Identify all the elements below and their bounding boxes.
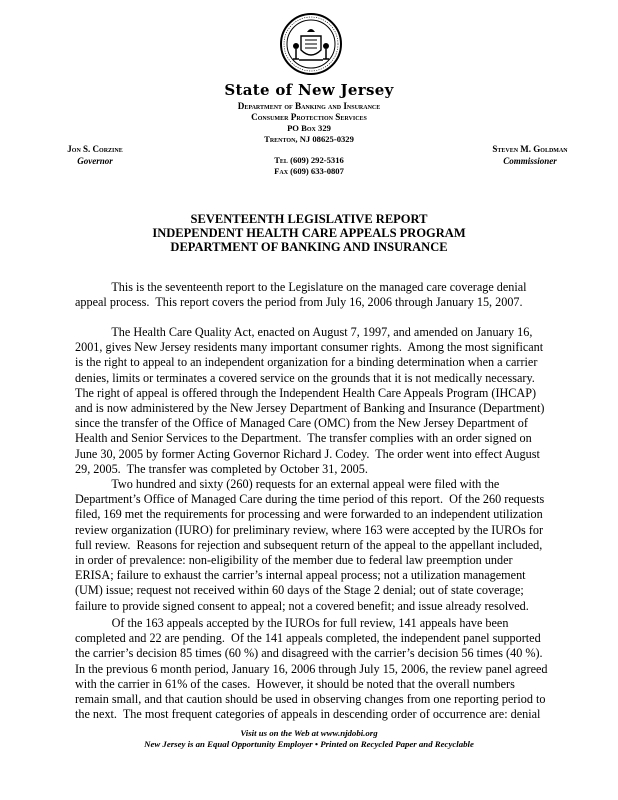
text-line: in order of prevalence: non-eligibility of the member due to federal law preemption under	[75, 553, 513, 568]
commissioner-name: Steven M. Goldman	[492, 144, 568, 154]
text-line: the carrier’s decision 85 times (60 %) and disagreed with the carrier’s decision 56 times (40 %).	[75, 646, 543, 661]
commissioner-block	[480, 143, 580, 167]
text-line: 29, 2005. The transfer was completed by October 31, 2005.	[75, 461, 368, 476]
text-line: This is the seventeenth report to the Legislature on the managed care coverage denial	[75, 280, 527, 294]
text-line: 2001, gives New Jersey residents many important consumer rights. Among the most significant	[75, 340, 544, 355]
text-line: (UM) issue; request not received within 60 days of the Stage 2 denial; out of state coverage;	[75, 583, 524, 598]
division-name: Consumer Protection Services	[251, 112, 367, 122]
text-line: since the transfer of the Office of Managed Care (OMC) from the New Jersey Department of	[75, 416, 528, 431]
paragraph-appeal-outcomes	[75, 616, 547, 722]
text-line: denies, limits or terminates a covered service on the grounds that it is not medically necessary.	[75, 370, 535, 385]
text-line: filed, 169 met the requirements for processing and were forwarded to an independent utilization	[75, 507, 543, 522]
text-line: full review. Reasons for rejection and subsequent return of the appeal to the appellant included,	[75, 537, 543, 552]
text-line: Health and Senior Services to the Department. The transfer complies with an order signed on	[75, 431, 532, 446]
state-seal-icon	[279, 12, 343, 76]
paragraph-health-care-quality-act	[75, 325, 547, 477]
text-line: Two hundred and sixty (260) requests for an external appeal were filed with the	[75, 477, 500, 491]
report-title-line-1: SEVENTEENTH LEGISLATIVE REPORT	[190, 212, 428, 226]
text-line: failure to provide signed consent to appeal; not a covered benefit; and issue already resolved.	[75, 598, 529, 613]
text-line: In the previous 6 month period, January 16, 2006 through July 15, 2006, the review panel agreed	[75, 661, 548, 676]
commissioner-title: Commissioner	[503, 156, 557, 166]
footer-statement: New Jersey is an Equal Opportunity Employer • Printed on Recycled Paper and Recyclable	[144, 739, 474, 749]
text-line: and is now administered by the New Jersey Department of Banking and Insurance (Department)	[75, 401, 545, 416]
text-line: the next. The most frequent categories of appeals in descending order of occurrence are: denial	[75, 707, 541, 722]
text-line: The right of appeal is offered through the Independent Health Care Appeals Program (IHCAP)	[75, 385, 537, 400]
text-line: remain small, and that caution should be used in observing changes from one reporting period to	[75, 692, 546, 707]
text-line: The Health Care Quality Act, enacted on August 7, 1997, and amended on January 16,	[75, 325, 533, 339]
text-line: completed and 22 are pending. Of the 141 appeals completed, the independent panel supported	[75, 631, 541, 646]
report-title-line-2: INDEPENDENT HEALTH CARE APPEALS PROGRAM	[152, 226, 466, 240]
text-line: review organization (IURO) for preliminary review, where 163 were accepted by the IUROs for	[75, 522, 544, 537]
department-name: Department of Banking and Insurance	[237, 101, 381, 111]
governor-block	[60, 143, 130, 167]
telephone: Tel (609) 292-5316	[274, 155, 344, 165]
text-line: Of the 163 appeals accepted by the IUROs for full review, 141 appeals have been	[75, 616, 509, 630]
state-name: State of New Jersey	[224, 81, 394, 99]
paragraph-appeal-requests	[75, 477, 547, 614]
text-line: is the right to appeal to an independent organization for a binding determination when a carrier	[75, 355, 538, 370]
text-line: ERISA; failure to exhaust the carrier’s internal appeal process; not a utilization management	[75, 568, 526, 583]
city-address: Trenton, NJ 08625-0329	[264, 134, 354, 144]
footer-website: Visit us on the Web at www.njdobi.org	[240, 728, 378, 738]
text-line: Department’s Office of Managed Care during the time period of this report. Of the 260 requests	[75, 492, 545, 507]
governor-name: Jon S. Corzine	[67, 144, 123, 154]
paragraph-intro	[75, 280, 547, 310]
text-line: with the carrier in 61% of the cases. However, it should be noted that the overall numbers	[75, 676, 515, 691]
governor-title: Governor	[77, 156, 113, 166]
report-title-line-3: DEPARTMENT OF BANKING AND INSURANCE	[170, 240, 448, 254]
text-line: appeal process. This report covers the period from July 16, 2006 through January 15, 2007.	[75, 295, 523, 310]
text-line: June 30, 2005 by former Acting Governor Richard J. Codey. The order went into effect August	[75, 446, 540, 461]
po-box: PO Box 329	[287, 123, 331, 133]
fax: Fax (609) 633-0807	[274, 166, 344, 176]
